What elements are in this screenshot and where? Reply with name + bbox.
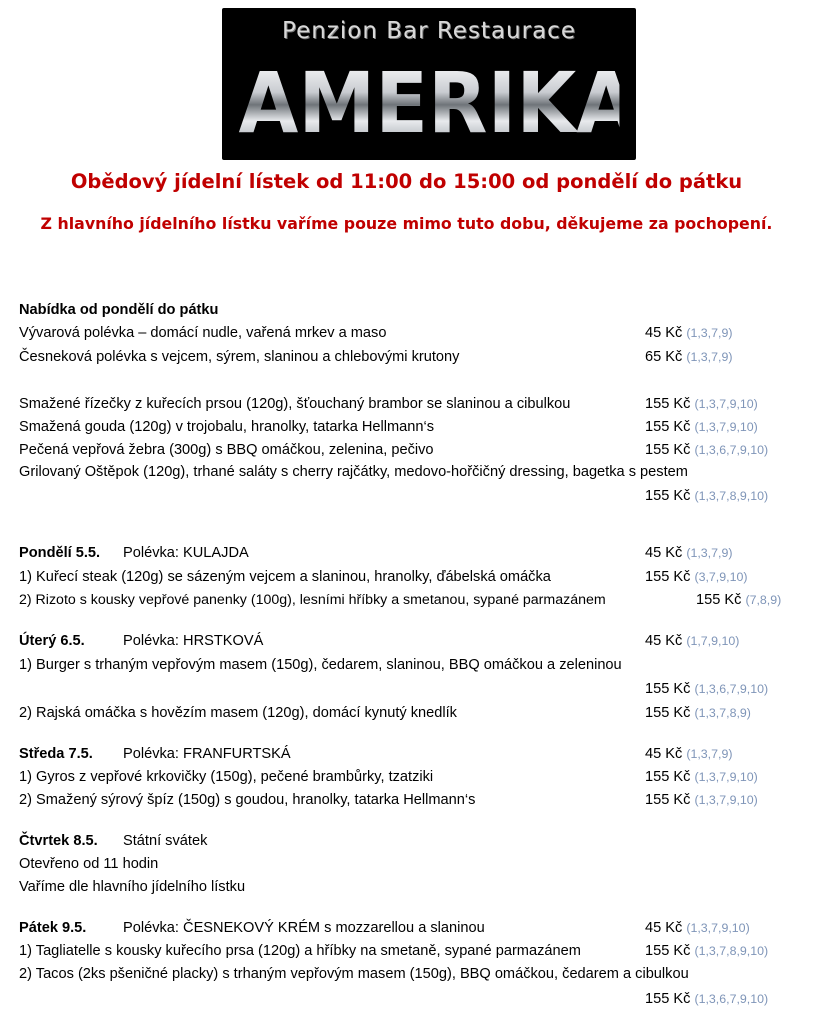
soup-price-group (645, 542, 732, 564)
menu-item-price: 155 Kč (696, 592, 742, 608)
menu-item-allergens: (1,3,6,7,9,10) (694, 443, 769, 457)
menu-item-name: Smažená gouda (120g) v trojobalu, hranolky, tatarka Hellmann‘s (19, 419, 435, 435)
menu-item-name: Česneková polévka s vejcem, sýrem, slaninou a chlebovými krutony (19, 349, 460, 365)
menu-item-price-group (645, 766, 758, 788)
soup-price-group (645, 917, 750, 939)
menu-item-price: 155 Kč (645, 943, 691, 959)
menu-item-price-group (645, 678, 768, 700)
logo-subtitle: Penzion Bar Restaurace (282, 18, 576, 44)
menu-item-price-group (645, 439, 768, 461)
soup-price-group (645, 630, 739, 652)
menu-item-allergens: (7,8,9) (745, 593, 782, 607)
menu-item-price-group (645, 988, 768, 1010)
menu-item-price-group (645, 416, 758, 438)
menu-item-price-group (645, 702, 751, 724)
menu-item-name: 1) Kuřecí steak (120g) se sázeným vejcem a slaninou, hranolky, ďábelská omáčka (19, 569, 551, 585)
menu-item-allergens: (1,3,7,9,10) (694, 420, 758, 434)
menu-item-allergens: (1,3,6,7,9,10) (694, 682, 769, 696)
menu-item-price: 155 Kč (645, 396, 691, 412)
menu-item-name: 2) Rajská omáčka s hovězím masem (120g), domácí kynutý knedlík (19, 705, 457, 721)
menu-item-name: 1) Burger s trhaným vepřovým masem (150g), čedarem, slaninou, BBQ omáčkou a zeleninou (19, 657, 622, 673)
menu-item-allergens: (1,3,7,9,10) (694, 770, 758, 784)
menu-item-price-group (645, 322, 732, 344)
logo-name: AMERIKA (238, 54, 637, 152)
soup-allergens: (1,7,9,10) (686, 634, 740, 648)
info-line: Vaříme dle hlavního jídelního lístku (19, 879, 246, 895)
menu-item-allergens: (1,3,7,9) (686, 350, 733, 364)
day-header-thursday (19, 830, 639, 852)
menu-item-price: 155 Kč (645, 442, 691, 458)
menu-item-price-group (645, 566, 747, 588)
menu-item-name: 1) Gyros z vepřové krkovičky (150g), pečené brambůrky, tzatziki (19, 769, 434, 785)
menu-item-price: 155 Kč (645, 419, 691, 435)
page-title: Obědový jídelní lístek od 11:00 do 15:00 od pondělí do pátku (70, 170, 743, 193)
page-subtitle: Z hlavního jídelního lístku vaříme pouze mimo tuto dobu, děkujeme za pochopení. (40, 214, 773, 233)
menu-item-price: 155 Kč (645, 991, 691, 1007)
day-header-friday (19, 917, 639, 939)
menu-item-price: 45 Kč (645, 325, 683, 341)
day-label: Čtvrtek 8.5. (19, 833, 98, 849)
menu-item-name: 2) Smažený sýrový špíz (150g) s goudou, hranolky, tatarka Hellmann‘s (19, 792, 476, 808)
day-label: Pondělí 5.5. (19, 545, 101, 561)
day-header-monday (19, 542, 639, 564)
menu-item-allergens: (1,3,7,8,9) (694, 706, 751, 720)
menu-item-price-group (645, 940, 768, 962)
day-header-wednesday (19, 743, 639, 765)
day-label: Pátek 9.5. (19, 920, 87, 936)
soup-price-group (645, 743, 732, 765)
menu-item-price: 155 Kč (645, 705, 691, 721)
restaurant-logo (222, 8, 636, 160)
menu-item-price: 155 Kč (645, 488, 691, 504)
menu-item-price-group (696, 589, 781, 611)
soup-price: 45 Kč (645, 545, 683, 561)
menu-item-allergens: (1,3,7,9,10) (694, 397, 758, 411)
menu-item-name: Pečená vepřová žebra (300g) s BBQ omáčkou, zelenina, pečivo (19, 442, 434, 458)
menu-item-allergens: (1,3,7,9) (686, 326, 733, 340)
day-soup: Polévka: ČESNEKOVÝ KRÉM s mozzarellou a slaninou (123, 920, 485, 936)
menu-item-name: Grilovaný Oštěpok (120g), trhané saláty s cherry rajčátky, medovo-hořčičný dressing, bagetka s pestem (19, 464, 688, 480)
menu-item-price-group (645, 393, 758, 415)
holiday-note: Státní svátek (123, 833, 208, 849)
menu-item-name: 2) Tacos (2ks pšeničné placky) s trhaným vepřovým masem (150g), BBQ omáčkou, čedarem a cibulkou (19, 966, 689, 982)
menu-item-price: 155 Kč (645, 681, 691, 697)
menu-item-allergens: (1,3,7,9,10) (694, 793, 758, 807)
menu-item-name: Smažené řízečky z kuřecích prsou (120g), šťouchaný brambor se slaninou a cibulkou (19, 396, 571, 412)
info-line: Otevřeno od 11 hodin (19, 856, 159, 872)
day-header-tuesday (19, 630, 639, 652)
soup-price: 45 Kč (645, 746, 683, 762)
soup-allergens: (1,3,7,9,10) (686, 921, 750, 935)
day-soup: Polévka: KULAJDA (123, 545, 249, 561)
day-soup: Polévka: HRSTKOVÁ (123, 633, 264, 649)
menu-item-name: Vývarová polévka – domácí nudle, vařená mrkev a maso (19, 325, 387, 341)
menu-item-price: 155 Kč (645, 569, 691, 585)
menu-item-price: 155 Kč (645, 769, 691, 785)
menu-item-allergens: (3,7,9,10) (694, 570, 748, 584)
day-label: Středa 7.5. (19, 746, 93, 762)
menu-item-price: 155 Kč (645, 792, 691, 808)
weekly-heading: Nabídka od pondělí do pátku (19, 302, 219, 318)
menu-item-allergens: (1,3,7,8,9,10) (694, 489, 769, 503)
soup-price: 45 Kč (645, 920, 683, 936)
menu-item-price-group (645, 789, 758, 811)
menu-item-price: 65 Kč (645, 349, 683, 365)
menu-item-allergens: (1,3,7,8,9,10) (694, 944, 769, 958)
menu-item-price-group (645, 485, 768, 507)
soup-allergens: (1,3,7,9) (686, 546, 733, 560)
menu-item-name: 1) Tagliatelle s kousky kuřecího prsa (120g) a hříbky na smetaně, sypané parmazánem (19, 943, 581, 959)
day-soup: Polévka: FRANFURTSKÁ (123, 746, 291, 762)
soup-price: 45 Kč (645, 633, 683, 649)
menu-item-allergens: (1,3,6,7,9,10) (694, 992, 769, 1006)
soup-allergens: (1,3,7,9) (686, 747, 733, 761)
menu-item-price-group (645, 346, 732, 368)
menu-item-name: 2) Rizoto s kousky vepřové panenky (100g), lesními hříbky a smetanou, sypané parmazánem (19, 592, 606, 608)
day-label: Úterý 6.5. (19, 633, 85, 649)
